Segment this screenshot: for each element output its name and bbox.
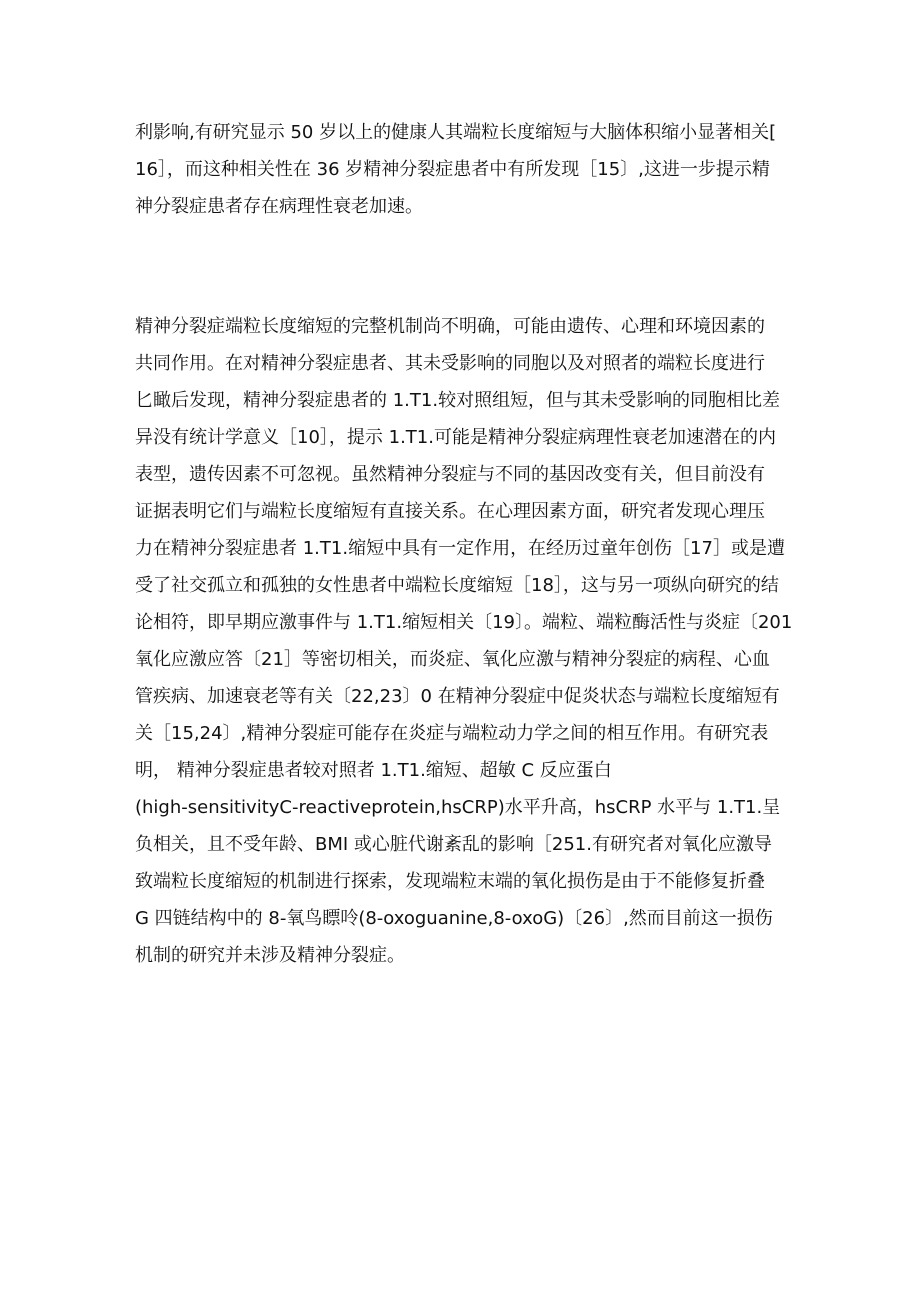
paragraph-telomere-mechanism [135, 308, 795, 974]
text-line: 论相符，即早期应激事件与 1.T1.缩短相关〔19〕。端粒、端粒酶活性与炎症〔201 [135, 612, 793, 633]
text-line: G 四链结构中的 8-氧鸟瞟呤(8-oxoguanine,8-oxoG)〔26〕,然而目前这一损伤 [135, 908, 773, 929]
text-line: 力在精神分裂症患者 1.T1.缩短中具有一定作用，在经历过童年创伤［17］或是遭 [135, 538, 785, 559]
text-line: 机制的研究并未涉及精神分裂症。 [135, 945, 405, 966]
text-line: 神分裂症患者存在病理性衰老加速。 [135, 196, 423, 217]
text-line: 表型，遗传因素不可忽视。虽然精神分裂症与不同的基因改变有关，但目前没有 [135, 464, 765, 485]
text-line: (high-sensitivityC-reactiveprotein,hsCRP)水平升高，hsCRP 水平与 1.T1.呈 [135, 797, 781, 818]
text-line: 证据表明它们与端粒长度缩短有直接关系。在心理因素方面，研究者发现心理压 [135, 501, 765, 522]
text-line: 明， 精神分裂症患者较对照者 1.T1.缩短、超敏 C 反应蛋白 [135, 760, 612, 781]
text-line: 利影响,有研究显示 50 岁以上的健康人其端粒长度缩短与大脑体积缩小显著相关[ [135, 122, 777, 143]
text-line: 氧化应激应答〔21］等密切相关，而炎症、氧化应激与精神分裂症的病程、心血 [135, 649, 770, 670]
text-line: 异没有统计学意义［10］，提示 1.T1.可能是精神分裂症病理性衰老加速潜在的内 [135, 427, 776, 448]
text-line: 负相关，且不受年龄、BMI 或心脏代谢紊乱的影响［251.有研究者对氧化应激导 [135, 834, 772, 855]
text-line: 共同作用。在对精神分裂症患者、其未受影响的同胞以及对照者的端粒长度进行 [135, 353, 765, 374]
text-line: 受了社交孤立和孤独的女性患者中端粒长度缩短［18］，这与另一项纵向研究的结 [135, 575, 779, 596]
text-line: 管疾病、加速衰老等有关〔22,23〕0 在精神分裂症中促炎状态与端粒长度缩短有 [135, 686, 780, 707]
text-line: 匕瞰后发现，精神分裂症患者的 1.T1.较对照组短，但与其未受影响的同胞相比差 [135, 390, 781, 411]
text-line: 16］，而这种相关性在 36 岁精神分裂症患者中有所发现［15〕,这进一步提示精 [135, 159, 770, 180]
text-line: 精神分裂症端粒长度缩短的完整机制尚不明确，可能由遗传、心理和环境因素的 [135, 316, 765, 337]
text-line: 致端粒长度缩短的机制进行探索，发现端粒末端的氧化损伤是由于不能修复折叠 [135, 871, 765, 892]
paragraph-schizophrenia-aging [135, 114, 795, 225]
text-line: 关［15,24〕,精神分裂症可能存在炎症与端粒动力学之间的相互作用。有研究表 [135, 723, 769, 744]
